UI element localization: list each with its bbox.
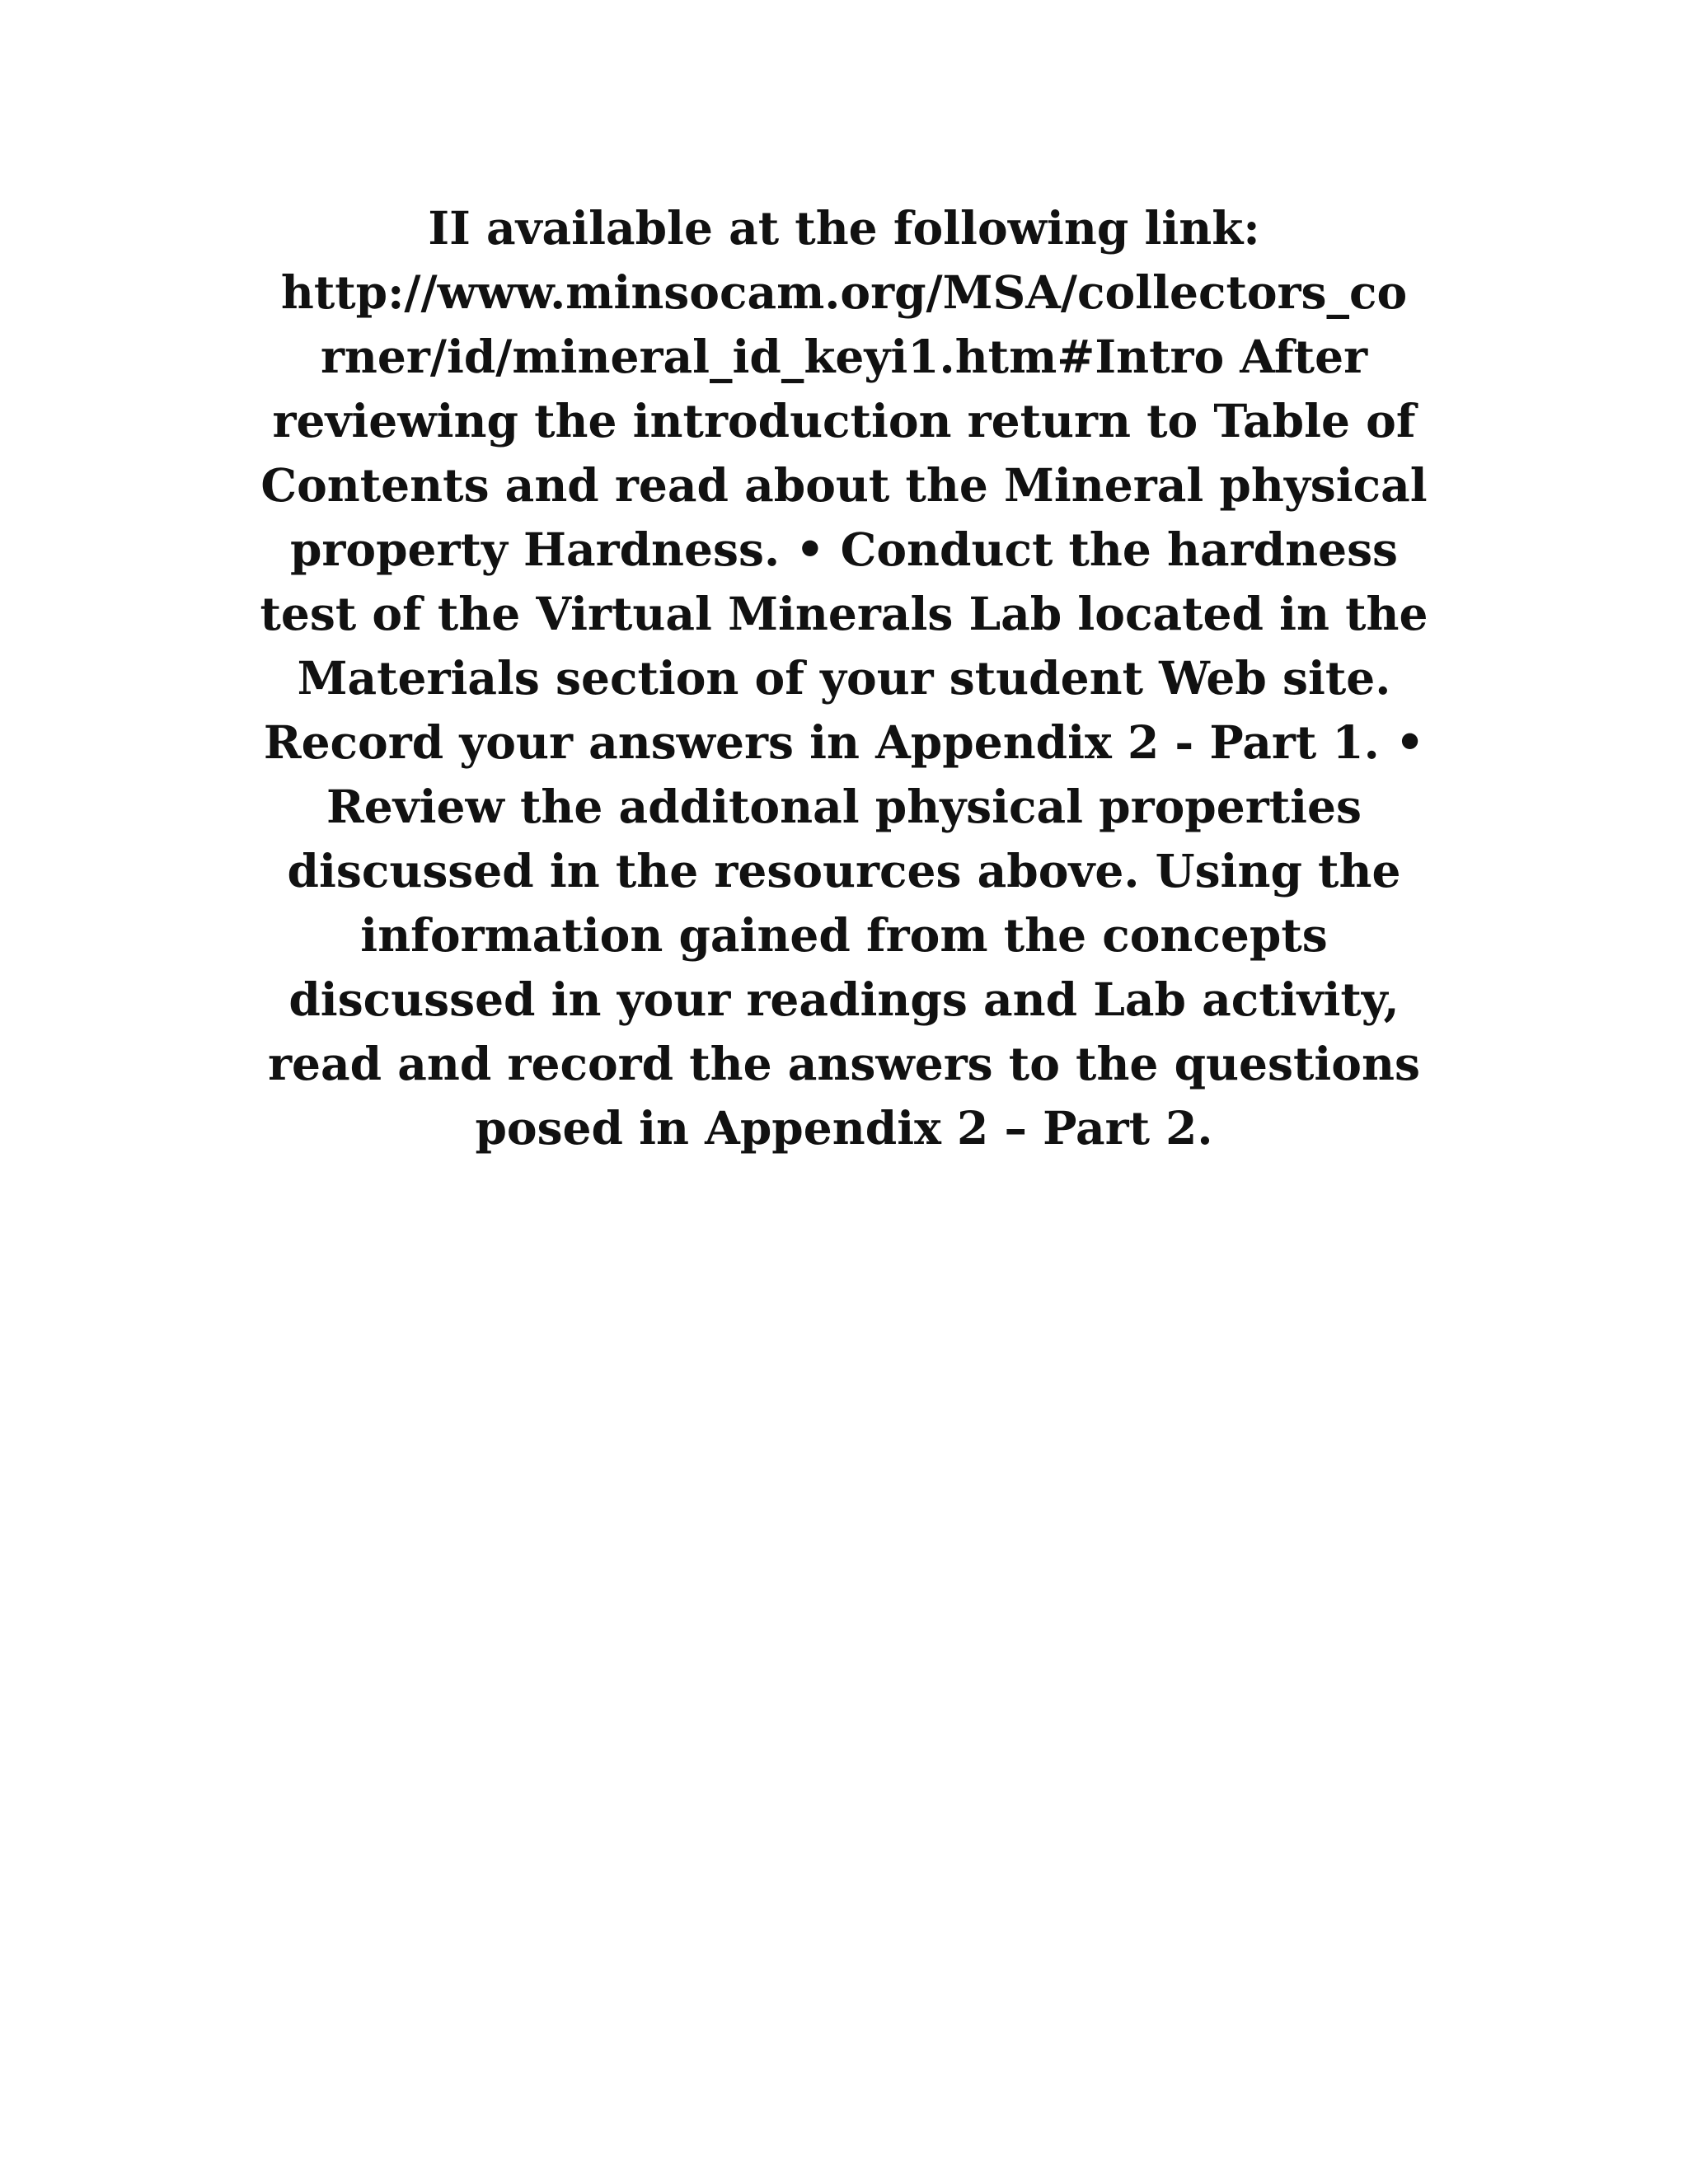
text-line: Record your answers in Appendix 2 - Part 1. •	[263, 715, 1425, 769]
text-line: II available at the following link:	[428, 201, 1260, 255]
text-line: discussed in the resources above. Using the	[287, 844, 1401, 898]
text-line: Contents and read about the Mineral physical	[260, 458, 1428, 512]
text-line: test of the Virtual Minerals Lab located in the	[260, 587, 1428, 640]
text-line: property Hardness. • Conduct the hardness	[289, 523, 1399, 576]
text-line-link: http://www.minsocam.org/MSA/collectors_co	[280, 265, 1408, 319]
text-line: read and record the answers to the questions	[268, 1037, 1420, 1090]
text-line: discussed in your readings and Lab activity,	[288, 972, 1400, 1026]
text-line-link: rner/id/mineral_id_keyi1.htm#Intro After	[320, 330, 1368, 383]
text-line: Review the additonal physical properties	[326, 780, 1362, 833]
text-line: Materials section of your student Web site.	[297, 651, 1391, 705]
text-line: information gained from the concepts	[360, 908, 1328, 962]
body-paragraph	[223, 196, 1465, 1160]
text-line: reviewing the introduction return to Table of	[272, 394, 1416, 448]
text-line: posed in Appendix 2 – Part 2.	[475, 1101, 1213, 1155]
